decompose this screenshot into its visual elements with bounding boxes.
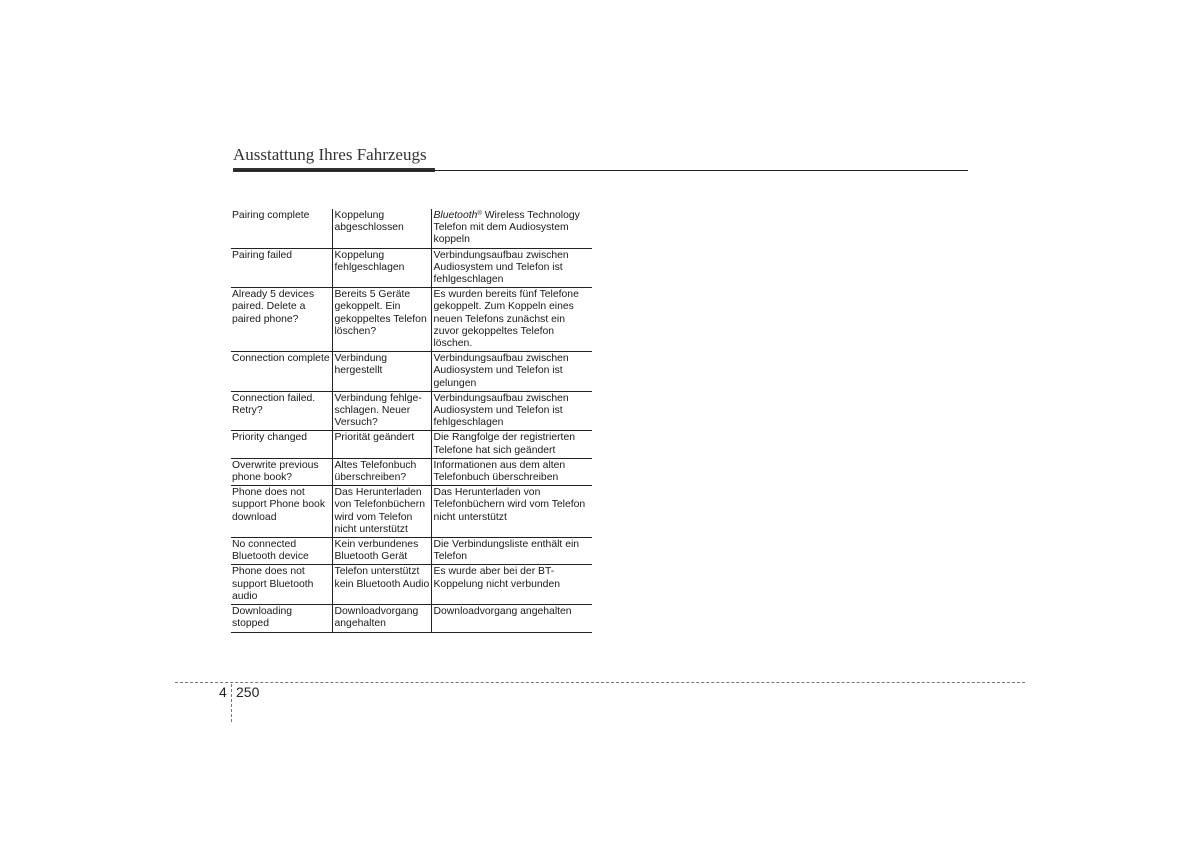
table-row <box>231 431 592 458</box>
registered-mark: ® <box>477 211 482 217</box>
message-description: Verbindungsaufbau zwischen Audiosystem und Telefon ist fehlgeschlagen <box>431 248 592 288</box>
message-english: Connection failed. Retry? <box>231 391 332 431</box>
message-german: Verbindung hergestellt <box>332 352 431 392</box>
message-description: Das Herunterladen von Telefonbüchern wird vom Telefon nicht unterstützt <box>431 486 592 538</box>
message-description: Verbindungsaufbau zwischen Audiosystem und Telefon ist fehlgeschlagen <box>431 391 592 431</box>
message-german: Verbindung fehlge-schlagen. Neuer Versuch? <box>332 391 431 431</box>
message-german: Priorität geändert <box>332 431 431 458</box>
message-description: Downloadvorgang angehalten <box>431 605 592 632</box>
table-row <box>231 565 592 605</box>
page-number: 250 <box>236 684 260 700</box>
table-row <box>231 352 592 392</box>
message-german: Altes Telefonbuch überschreiben? <box>332 458 431 485</box>
message-english: Already 5 devices paired. Delete a paired phone? <box>231 288 332 352</box>
table-row <box>231 458 592 485</box>
message-german: Koppelung fehlgeschlagen <box>332 248 431 288</box>
page-header-title: Ausstattung Ihres Fahrzeugs <box>233 145 427 164</box>
message-description <box>431 209 592 248</box>
message-english: Pairing complete <box>231 209 332 248</box>
message-german: Telefon unterstützt kein Bluetooth Audio <box>332 565 431 605</box>
message-description: Verbindungsaufbau zwischen Audiosystem und Telefon ist gelungen <box>431 352 592 392</box>
footer-divider <box>231 684 232 722</box>
message-german: Koppelung abgeschlossen <box>332 209 431 248</box>
table-row <box>231 391 592 431</box>
footer-rule <box>175 682 1025 683</box>
message-german: Das Herunterladen von Telefonbüchern wird vom Telefon nicht unterstützt <box>332 486 431 538</box>
message-description: Die Verbindungsliste enthält ein Telefon <box>431 538 592 565</box>
table-row <box>231 538 592 565</box>
message-german: Bereits 5 Geräte gekoppelt. Ein gekoppeltes Telefon löschen? <box>332 288 431 352</box>
message-english: Priority changed <box>231 431 332 458</box>
message-description: Es wurden bereits fünf Telefone gekoppelt. Zum Koppeln eines neuen Telefons zunächst ein zuvor gekoppeltes Telefon löschen. <box>431 288 592 352</box>
table-row <box>231 288 592 352</box>
chapter-number: 4 <box>219 684 227 700</box>
message-description: Informationen aus dem alten Telefonbuch überschreiben <box>431 458 592 485</box>
message-description: Die Rangfolge der registrierten Telefone hat sich geändert <box>431 431 592 458</box>
message-english: Pairing failed <box>231 248 332 288</box>
message-english: No connected Bluetooth device <box>231 538 332 565</box>
message-english: Phone does not support Bluetooth audio <box>231 565 332 605</box>
bluetooth-brand: Bluetooth <box>433 210 478 221</box>
description-text: Wireless Technology Telefon mit dem Audiosystem koppeln <box>433 210 580 246</box>
message-german: Kein verbundenes Bluetooth Gerät <box>332 538 431 565</box>
table-row <box>231 605 592 632</box>
message-description: Es wurde aber bei der BT-Koppelung nicht verbunden <box>431 565 592 605</box>
message-table <box>231 209 592 633</box>
message-english: Connection complete <box>231 352 332 392</box>
header-rule <box>233 170 968 171</box>
table-row <box>231 248 592 288</box>
table-row <box>231 486 592 538</box>
message-english: Phone does not support Phone book download <box>231 486 332 538</box>
message-english: Overwrite previous phone book? <box>231 458 332 485</box>
table-row <box>231 209 592 248</box>
message-german: Downloadvorgang angehalten <box>332 605 431 632</box>
message-english: Downloading stopped <box>231 605 332 632</box>
